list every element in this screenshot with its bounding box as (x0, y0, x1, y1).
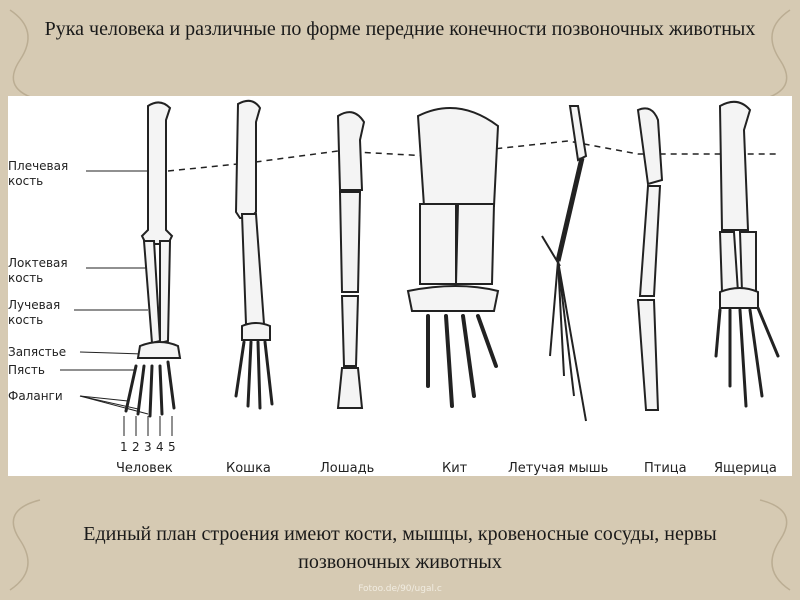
horse-limb-bones (338, 112, 364, 408)
bat-wing-bones (542, 106, 586, 421)
digit-label: 5 (168, 440, 176, 454)
label-wrist: Запястье (8, 345, 67, 359)
animal-label-whale: Кит (442, 461, 468, 476)
digit-label: 2 (132, 440, 140, 454)
human-arm-bones (126, 102, 180, 416)
digit-label: 3 (144, 440, 152, 454)
label-humerus-2: кость (8, 174, 44, 188)
digit-label: 1 (120, 440, 128, 454)
label-radius-1: Лучевая (8, 298, 61, 312)
digit-label: 4 (156, 440, 164, 454)
slide-title: Рука человека и различные по форме передние конечности позвоночных животных (44, 18, 756, 40)
animal-label-bat: Летучая мышь (508, 461, 609, 476)
label-humerus-1: Плечевая (8, 159, 69, 173)
animal-label-horse: Лошадь (320, 461, 375, 476)
animal-label-cat: Кошка (226, 461, 271, 476)
label-radius-2: кость (8, 313, 44, 327)
lizard-limb-bones (716, 102, 778, 406)
label-metacarpus: Пясть (8, 363, 45, 377)
label-ulna-1: Локтевая (8, 256, 68, 270)
bottom-caption: Единый план строения имеют кости, мышцы, кровеносные сосуды, нервы позвоночных животных (83, 523, 717, 573)
animal-label-human: Человек (116, 461, 173, 476)
whale-flipper-bones (408, 108, 498, 406)
footer-watermark: Fotoo.de/90/ugal.c (358, 584, 442, 594)
animal-label-bird: Птица (644, 461, 687, 476)
animal-label-lizard: Ящерица (714, 461, 777, 476)
label-phalanges: Фаланги (8, 389, 63, 403)
label-ulna-2: кость (8, 271, 44, 285)
limb-comparison-diagram (8, 96, 792, 476)
cat-limb-bones (236, 101, 272, 408)
